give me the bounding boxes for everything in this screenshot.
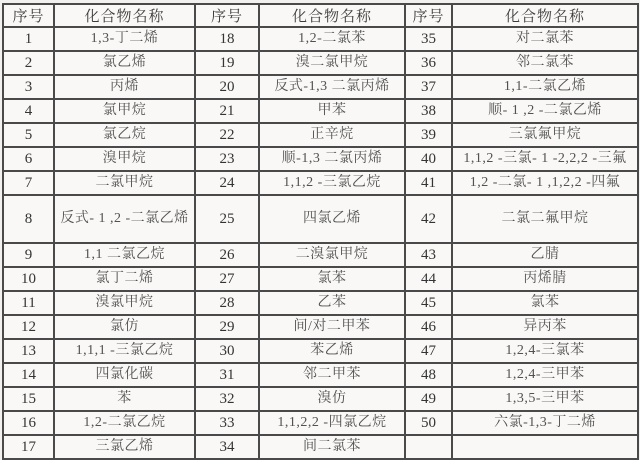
- table-row: [3, 27, 638, 51]
- table-row: [3, 99, 638, 123]
- compound-name-cell: 乙腈: [452, 243, 638, 267]
- compound-name-cell: 顺- 1 ,2 -二氯乙烯: [452, 99, 638, 123]
- serial-number-cell: 8: [3, 195, 54, 243]
- compound-name-cell: 氯乙烷: [54, 123, 195, 147]
- table-row: [3, 339, 638, 363]
- compound-name-cell: 二溴氯甲烷: [259, 243, 405, 267]
- table-row: [3, 147, 638, 171]
- compound-name-cell: 氯仿: [54, 315, 195, 339]
- serial-number-cell: 9: [3, 243, 54, 267]
- compound-name-cell: 邻二氯苯: [452, 51, 638, 75]
- compound-name-cell: 氯苯: [452, 291, 638, 315]
- compound-name-cell: 1,1,2 -三氯- 1 -2,2,2 -三氟: [452, 147, 638, 171]
- column-header-compound-3: 化合物名称: [452, 4, 638, 27]
- compound-name-cell: 1,2 -二氯- 1 ,1,2,2 -四氟: [452, 171, 638, 195]
- table-row: [3, 387, 638, 411]
- serial-number-cell: 45: [405, 291, 452, 315]
- serial-number-cell: 23: [195, 147, 259, 171]
- table-row: [3, 363, 638, 387]
- table-row: [3, 435, 638, 459]
- serial-number-cell: 49: [405, 387, 452, 411]
- serial-number-cell: 34: [195, 435, 259, 459]
- serial-number-cell: 48: [405, 363, 452, 387]
- serial-number-cell: 4: [3, 99, 54, 123]
- compound-name-cell: 丙烯: [54, 75, 195, 99]
- compound-name-cell: 1,2-二氯苯: [259, 27, 405, 51]
- serial-number-cell: 17: [3, 435, 54, 459]
- compound-name-cell: 六氯-1,3-丁二烯: [452, 411, 638, 435]
- header-row: [3, 4, 638, 27]
- serial-number-cell: 35: [405, 27, 452, 51]
- compound-name-cell: 1,1 二氯乙烷: [54, 243, 195, 267]
- compound-name-cell: 氯丁二烯: [54, 267, 195, 291]
- compound-name-cell: 1,1,1 -三氯乙烷: [54, 339, 195, 363]
- compound-name-cell: 1,1-二氯乙烯: [452, 75, 638, 99]
- serial-number-cell: 33: [195, 411, 259, 435]
- compound-name-cell: 苯乙烯: [259, 339, 405, 363]
- serial-number-cell: 24: [195, 171, 259, 195]
- table-row: [3, 315, 638, 339]
- compound-name-cell: 溴二氯甲烷: [259, 51, 405, 75]
- serial-number-cell: 31: [195, 363, 259, 387]
- compound-name-cell: 1,1,2 -三氯乙烷: [259, 171, 405, 195]
- serial-number-cell: 3: [3, 75, 54, 99]
- compound-name-cell: 三氯氟甲烷: [452, 123, 638, 147]
- table-row: [3, 243, 638, 267]
- serial-number-cell: 2: [3, 51, 54, 75]
- compound-name-cell: 氯乙烯: [54, 51, 195, 75]
- column-header-serial-2: 序号: [195, 4, 259, 27]
- serial-number-cell: 1: [3, 27, 54, 51]
- compound-name-cell: 正辛烷: [259, 123, 405, 147]
- compound-name-cell: 氯甲烷: [54, 99, 195, 123]
- compound-name-cell: 1,3-丁二烯: [54, 27, 195, 51]
- serial-number-cell: 30: [195, 339, 259, 363]
- compound-name-cell: 二氯甲烷: [54, 171, 195, 195]
- table-row: [3, 171, 638, 195]
- serial-number-cell: 19: [195, 51, 259, 75]
- compound-name-cell: 间二氯苯: [259, 435, 405, 459]
- table-row: [3, 123, 638, 147]
- table-body: [3, 27, 638, 459]
- serial-number-cell: 22: [195, 123, 259, 147]
- serial-number-cell: 37: [405, 75, 452, 99]
- compound-name-cell: 溴氯甲烷: [54, 291, 195, 315]
- serial-number-cell: 7: [3, 171, 54, 195]
- serial-number-cell: 21: [195, 99, 259, 123]
- table-row: [3, 411, 638, 435]
- serial-number-cell: 13: [3, 339, 54, 363]
- serial-number-cell: 41: [405, 171, 452, 195]
- column-header-serial-3: 序号: [405, 4, 452, 27]
- serial-number-cell: 10: [3, 267, 54, 291]
- serial-number-cell: 38: [405, 99, 452, 123]
- serial-number-cell: 5: [3, 123, 54, 147]
- table-row: [3, 51, 638, 75]
- table-row: [3, 195, 638, 243]
- compound-name-cell: 异丙苯: [452, 315, 638, 339]
- serial-number-cell: 12: [3, 315, 54, 339]
- compound-name-cell: 1,1,2,2 -四氯乙烷: [259, 411, 405, 435]
- compound-name-cell: 苯: [54, 387, 195, 411]
- compound-name-cell: 1,2,4-三甲苯: [452, 363, 638, 387]
- compound-name-cell: 氯苯: [259, 267, 405, 291]
- serial-number-cell: 36: [405, 51, 452, 75]
- table-row: [3, 267, 638, 291]
- compound-name-cell: 反式-1,3 二氯丙烯: [259, 75, 405, 99]
- compound-name-cell: 四氯乙烯: [259, 195, 405, 243]
- compound-name-cell: 丙烯腈: [452, 267, 638, 291]
- column-header-compound-2: 化合物名称: [259, 4, 405, 27]
- table-row: [3, 291, 638, 315]
- compound-name-cell: [452, 435, 638, 459]
- compound-name-cell: 甲苯: [259, 99, 405, 123]
- serial-number-cell: 40: [405, 147, 452, 171]
- serial-number-cell: 11: [3, 291, 54, 315]
- serial-number-cell: 25: [195, 195, 259, 243]
- serial-number-cell: [405, 435, 452, 459]
- serial-number-cell: 43: [405, 243, 452, 267]
- compound-name-cell: 二氯二氟甲烷: [452, 195, 638, 243]
- compound-name-cell: 四氯化碳: [54, 363, 195, 387]
- compound-name-cell: 1,2,4-三氯苯: [452, 339, 638, 363]
- compound-name-cell: 对二氯苯: [452, 27, 638, 51]
- serial-number-cell: 26: [195, 243, 259, 267]
- serial-number-cell: 42: [405, 195, 452, 243]
- compound-name-cell: 反式- 1 ,2 -二氯乙烯: [54, 195, 195, 243]
- compound-name-cell: 溴仿: [259, 387, 405, 411]
- serial-number-cell: 27: [195, 267, 259, 291]
- serial-number-cell: 18: [195, 27, 259, 51]
- serial-number-cell: 32: [195, 387, 259, 411]
- compound-name-cell: 1,3,5-三甲苯: [452, 387, 638, 411]
- serial-number-cell: 6: [3, 147, 54, 171]
- serial-number-cell: 47: [405, 339, 452, 363]
- serial-number-cell: 50: [405, 411, 452, 435]
- column-header-compound-1: 化合物名称: [54, 4, 195, 27]
- serial-number-cell: 46: [405, 315, 452, 339]
- column-header-serial-1: 序号: [3, 4, 54, 27]
- serial-number-cell: 15: [3, 387, 54, 411]
- compound-name-cell: 间/对二甲苯: [259, 315, 405, 339]
- compound-name-cell: 乙苯: [259, 291, 405, 315]
- table-row: [3, 75, 638, 99]
- serial-number-cell: 39: [405, 123, 452, 147]
- serial-number-cell: 16: [3, 411, 54, 435]
- serial-number-cell: 20: [195, 75, 259, 99]
- serial-number-cell: 44: [405, 267, 452, 291]
- compound-table: [2, 3, 639, 460]
- compound-name-cell: 1,2-二氯乙烷: [54, 411, 195, 435]
- serial-number-cell: 14: [3, 363, 54, 387]
- compound-name-cell: 溴甲烷: [54, 147, 195, 171]
- compound-name-cell: 邻二甲苯: [259, 363, 405, 387]
- serial-number-cell: 29: [195, 315, 259, 339]
- serial-number-cell: 28: [195, 291, 259, 315]
- compound-name-cell: 三氯乙烯: [54, 435, 195, 459]
- compound-name-cell: 顺-1,3 二氯丙烯: [259, 147, 405, 171]
